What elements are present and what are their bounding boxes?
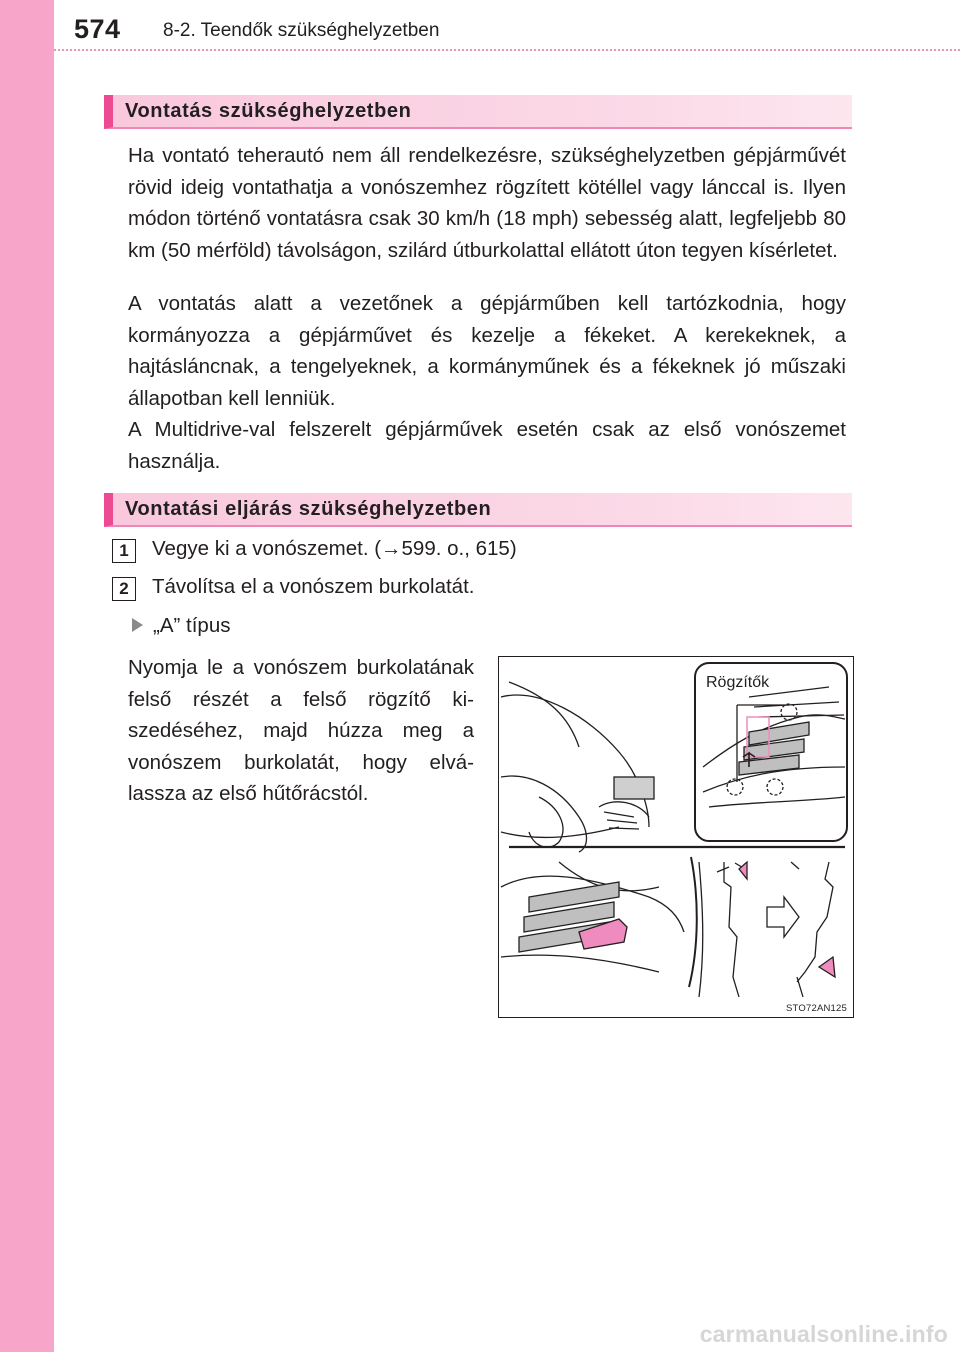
section-heading-towing-label: Vontatás szükséghelyzetben: [125, 100, 412, 122]
illustration-drawing: [499, 657, 853, 1017]
paragraph-towing-intro: Ha vontató teherautó nem áll rendelkezésre, szükséghelyzetben gépjárművét rövid ideig vontathatja a vonószemhez rögzített kötéllel vagy lánccal is. Ilyen módon történő vontatásra csak 30 km/h (18 mph) sebesség alatt, legfeljebb 80 km (50 mérföld) távolságon, szilárd útburkolattal ellátott úton tegyen kísérletet.: [128, 144, 846, 262]
side-color-band: [0, 0, 54, 1352]
step-text: Távolítsa el a vonószem burkolatát.: [152, 575, 475, 598]
triangle-bullet-icon: [132, 618, 143, 632]
step-number-badge: 1: [112, 539, 136, 563]
paragraph-multidrive-note: A Multidrive-val felszerelt gépjárművek esetén csak az első vonószemet használja.: [128, 418, 846, 473]
paragraph-driver-requirements: A vontatás alatt a vezetőnek a gépjárműben kell tartózkodnia, hogy kormányozza a gépjárművet és kezelje a fékeket. A kerekeknek, a hajtásláncnak, a tengelyeknek, a kormányműnek és a fékeknek jó műszaki állapotban kell lenniük.: [128, 292, 846, 410]
figure-callout-label: Rögzítők: [706, 674, 770, 691]
chapter-title: 8-2. Teendők szükséghelyzetben: [163, 20, 440, 41]
section-heading-procedure: [104, 493, 852, 527]
step-number-badge: 2: [112, 577, 136, 601]
step-text: Vegye ki a vonószemet. (→599. o., 615): [152, 537, 517, 560]
paragraph-remove-cover: Nyomja le a vonószem burkolatának felső részét a felső rögzítő kiszedéséhez, majd húzza meg a vonószem burkolatát, hogy elválassza az első hűtőrácstól.: [128, 656, 474, 805]
figure-code: STO72AN125: [786, 1003, 847, 1014]
section-heading-procedure-label: Vontatási eljárás szükséghelyzetben: [125, 498, 492, 520]
type-a-label: „A” típus: [153, 614, 231, 637]
section-heading-towing: [104, 95, 852, 129]
page-number: 574: [74, 14, 121, 44]
towing-eye-cover-illustration: [498, 656, 854, 1018]
watermark: carmanualsonline.info: [699, 1321, 948, 1347]
header-divider: [54, 49, 960, 51]
